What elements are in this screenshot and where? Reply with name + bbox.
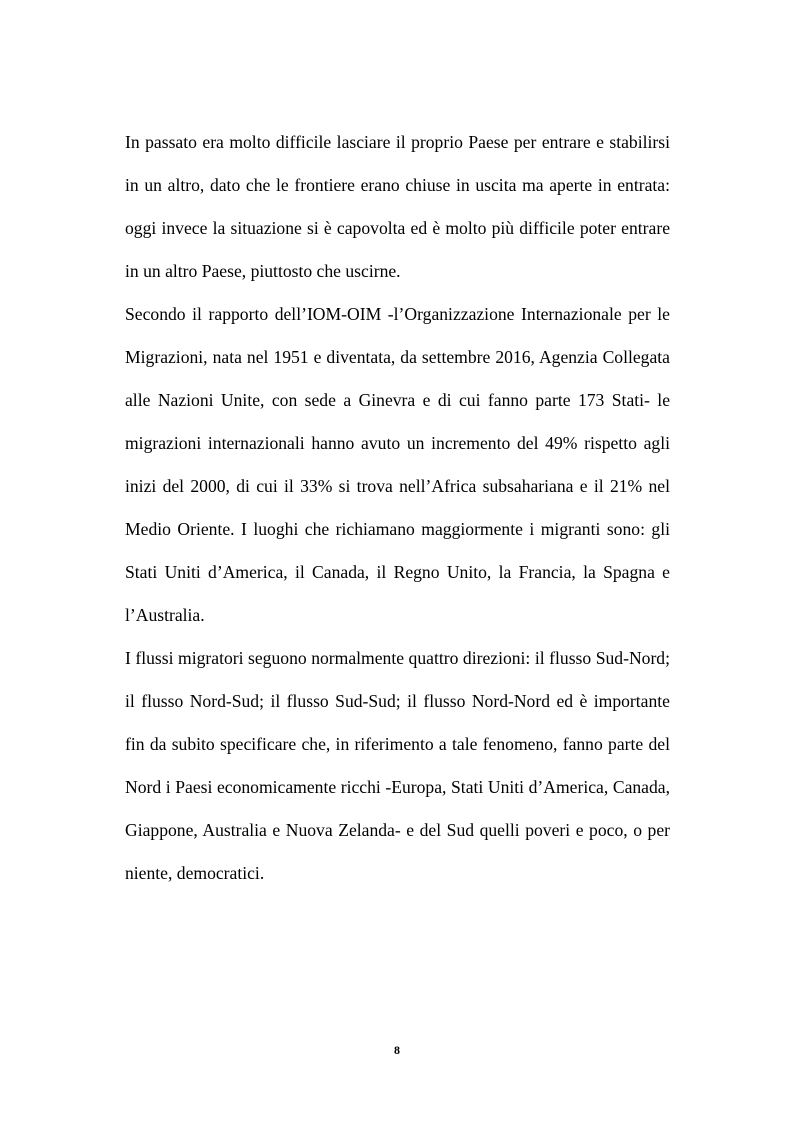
paragraph-emigration-history: In passato era molto difficile lasciare il proprio Paese per entrare e stabilirsi in un altro, dato che le frontiere erano chiuse in uscita ma aperte in entrata: oggi invece la situazione si è capovolta ed è molto più difficile poter entrare in un altro Paese, piuttosto che uscirne.: [125, 132, 670, 281]
paragraph-iom-report: Secondo il rapporto dell’IOM-OIM -l’Organizzazione Internazionale per le Migrazioni, nata nel 1951 e diventata, da settembre 2016, Agenzia Collegata alle Nazioni Unite, con sede a Ginevra e di cui fanno parte 173 Stati- le migrazioni internazionali hanno avuto un incremento del 49% rispetto agli inizi del 2000, di cui il 33% si trova nell’Africa subsahariana e il 21% nel Medio Oriente. I luoghi che richiamano maggiormente i migranti sono: gli Stati Uniti d’America, il Canada, il Regno Unito, la Francia, la Spagna e l’Australia.: [125, 304, 670, 625]
body-text: [125, 121, 670, 895]
page-number: 8: [394, 1043, 400, 1057]
paragraph-migration-flows: I flussi migratori seguono normalmente quattro direzioni: il flusso Sud-Nord; il flusso Nord-Sud; il flusso Sud-Sud; il flusso Nord-Nord ed è importante fin da subito specificare che, in riferimento a tale fenomeno, fanno parte del Nord i Paesi economicamente ricchi -Europa, Stati Uniti d’America, Canada, Giappone, Australia e Nuova Zelanda- e del Sud quelli poveri e poco, o per niente, democratici.: [125, 648, 670, 883]
